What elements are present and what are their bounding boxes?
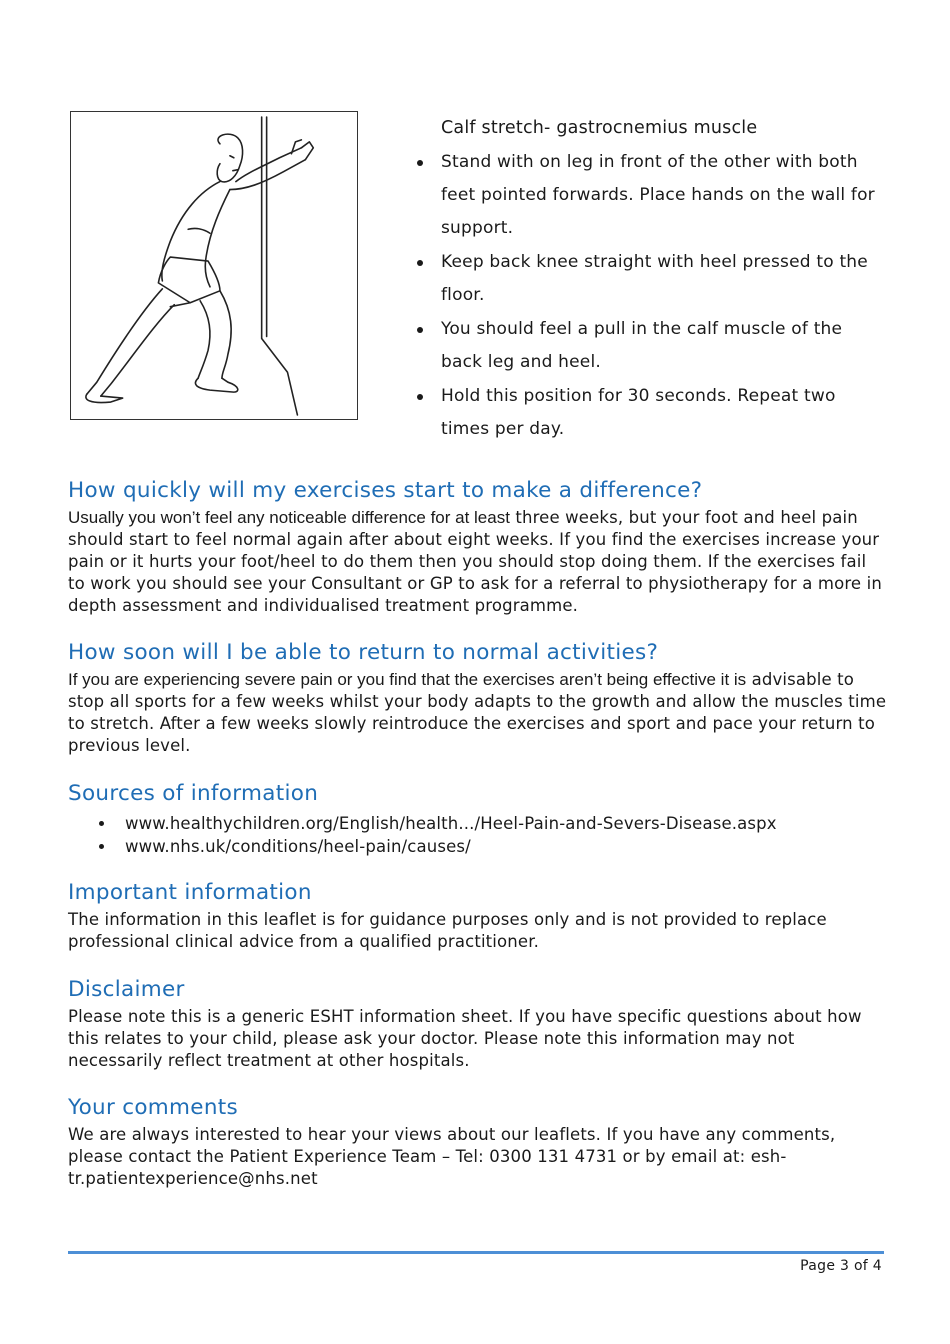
difference-text: three weeks, but your foot and heel pain should start to feel normal again after about eight weeks. If you find the exercises increase your pain or it hurts your foot/heel to do them then you should stop doing them. If the exercises fail to work you should see your Consultant or GP to ask for a referral to physiotherapy for a more in depth assessment and individualised treatment programme. <box>68 508 882 615</box>
comments-body: We are always interested to hear your views about our leaflets. If you have any comments, please contact the Patient Experience Team – Tel: 0300 131 4731 or by email at: esh-tr.patientexperience@nhs.net <box>68 1125 836 1188</box>
comments-section <box>68 1094 888 1190</box>
important-section <box>68 879 888 953</box>
difference-lead: Usually you won’t feel any noticeable difference for at least <box>68 508 510 527</box>
important-heading: Important information <box>68 880 312 905</box>
calf-stretch-figure <box>70 111 358 420</box>
activities-lead: If you are experiencing severe pain or you find that the exercises aren’t being effective it is <box>68 670 747 689</box>
disclaimer-body: Please note this is a generic ESHT information sheet. If you have specific questions about how this relates to your child, please ask your doctor. Please note this information may not necessarily reflect treatment at other hospitals. <box>68 1007 862 1070</box>
disclaimer-section <box>68 976 888 1072</box>
calf-stretch-instructions <box>441 118 886 447</box>
list-item: Stand with on leg in front of the other with both feet pointed forwards. Place hands on the wall for support. <box>441 146 886 245</box>
activities-text: advisable to stop all sports for a few weeks whilst your body adapts to the growth and allow the muscles time to stretch. After a few weeks slowly reintroduce the exercises and sport and pace your return to previous level. <box>68 670 887 755</box>
sources-heading: Sources of information <box>68 781 319 806</box>
disclaimer-heading: Disclaimer <box>68 977 185 1002</box>
sources-section <box>68 780 888 858</box>
list-item: You should feel a pull in the calf muscle of the back leg and heel. <box>441 313 886 379</box>
list-item: Hold this position for 30 seconds. Repeat two times per day. <box>441 380 886 446</box>
page-number: Page 3 of 4 <box>800 1258 882 1274</box>
difference-body <box>68 507 888 617</box>
source-link[interactable]: www.nhs.uk/conditions/heel-pain/causes/ <box>125 835 888 858</box>
difference-section <box>68 477 888 617</box>
comments-heading: Your comments <box>68 1095 238 1120</box>
difference-heading: How quickly will my exercises start to make a difference? <box>68 478 703 503</box>
calf-stretch-title: Calf stretch- gastrocnemius muscle <box>441 118 758 138</box>
source-link[interactable]: www.healthychildren.org/English/health.../Heel-Pain-and-Severs-Disease.aspx <box>125 812 888 835</box>
calf-stretch-illustration-icon <box>71 112 357 419</box>
footer-divider <box>68 1251 884 1254</box>
list-item: Keep back knee straight with heel pressed to the floor. <box>441 246 886 312</box>
sources-list <box>68 812 888 858</box>
calf-stretch-steps <box>441 146 886 446</box>
activities-body <box>68 669 888 757</box>
activities-heading: How soon will I be able to return to normal activities? <box>68 640 659 665</box>
activities-section <box>68 639 888 757</box>
important-body: The information in this leaflet is for guidance purposes only and is not provided to replace professional clinical advice from a qualified practitioner. <box>68 910 827 951</box>
